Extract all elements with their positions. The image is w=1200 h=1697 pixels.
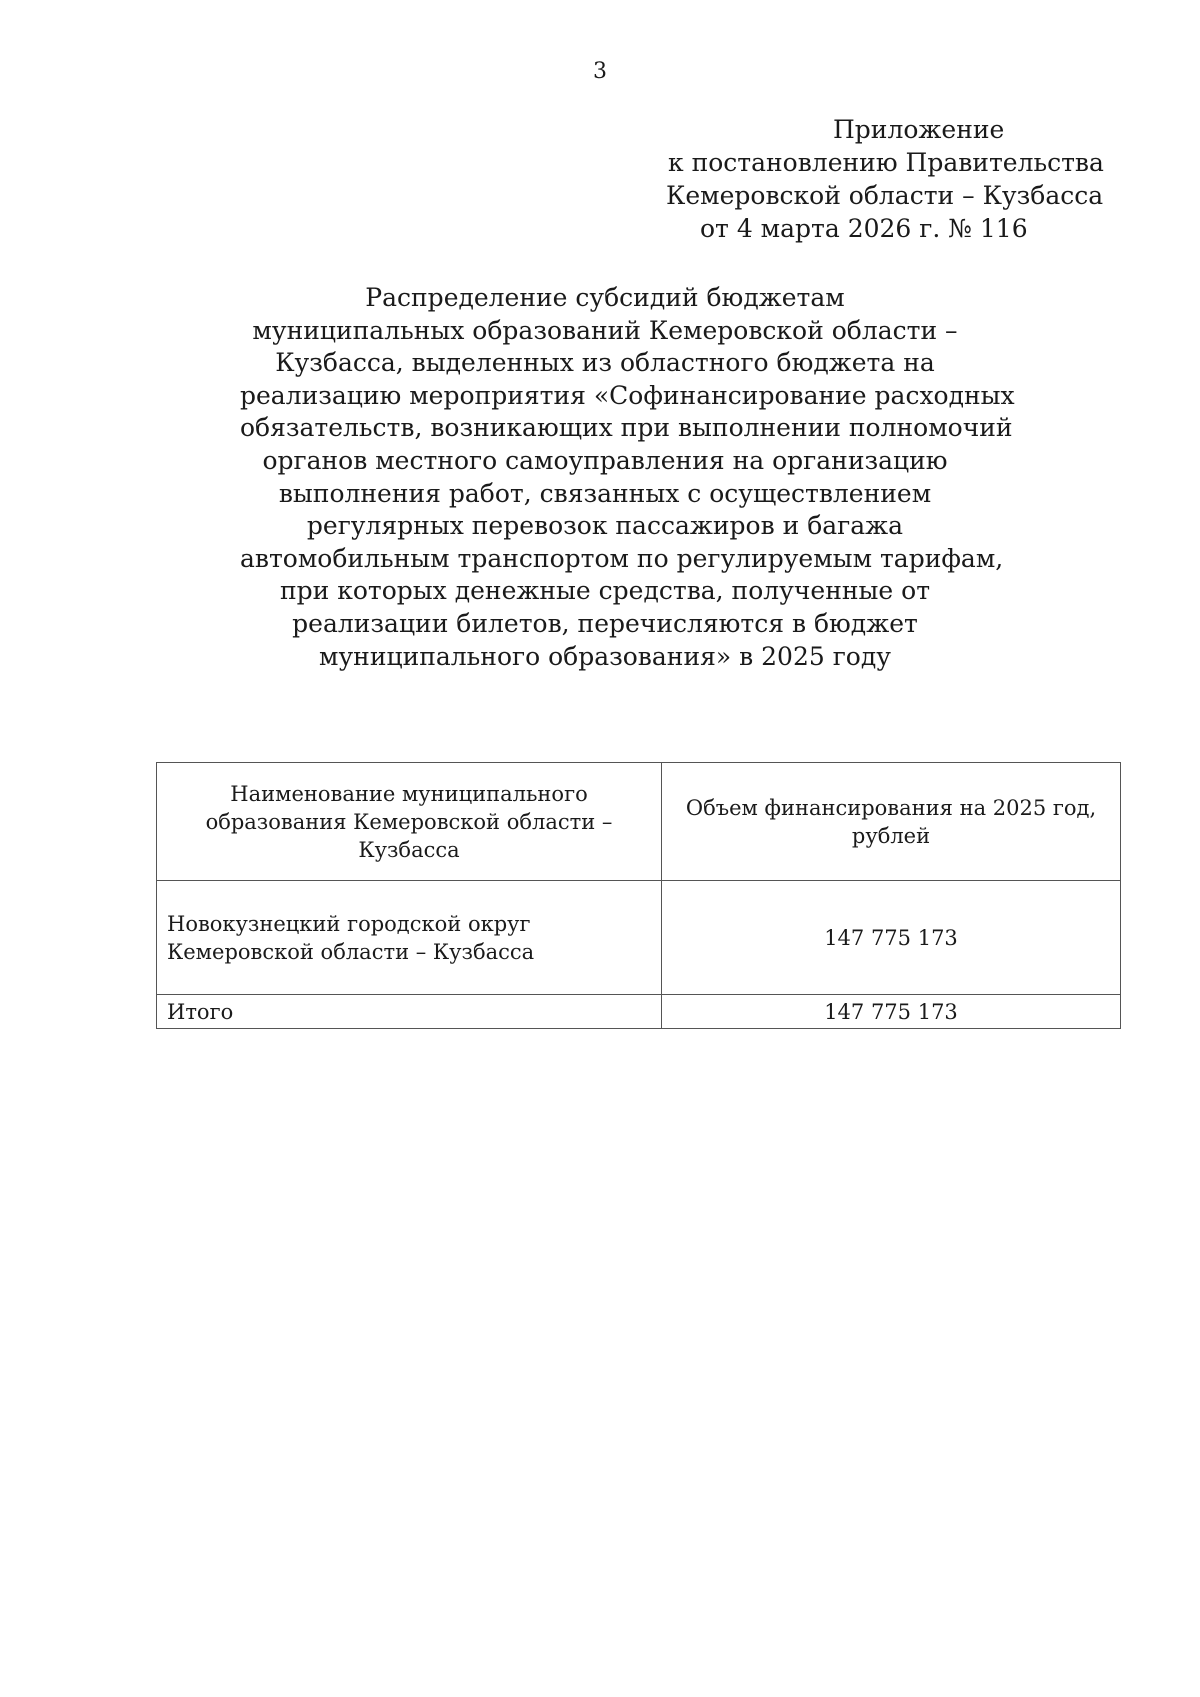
header-funding: Объем финансирования на 2025 год, рублей bbox=[662, 763, 1121, 881]
title-line: муниципального образования» в 2025 году bbox=[319, 641, 891, 671]
title-line: выполнения работ, связанных с осуществлением bbox=[278, 478, 932, 508]
annex-label: Приложение bbox=[833, 115, 1005, 144]
title-line: регулярных перевозок пассажиров и багажа bbox=[306, 511, 904, 541]
table-total-row bbox=[157, 995, 1121, 1029]
title-line: реализации билетов, перечисляются в бюджет bbox=[292, 608, 918, 638]
title-line: Кузбасса, выделенных из областного бюджета на bbox=[275, 348, 935, 378]
total-amount: 147 775 173 bbox=[662, 995, 1121, 1029]
title-line: муниципальных образований Кемеровской области – bbox=[252, 315, 958, 345]
document-title bbox=[240, 282, 1015, 673]
subsidy-table-container bbox=[156, 762, 1120, 1029]
table-row bbox=[157, 881, 1121, 995]
title-line: реализацию мероприятия «Софинансирование расходных bbox=[240, 380, 1015, 410]
annex-date-number: от 4 марта 2026 г. № 116 bbox=[700, 214, 1028, 243]
cell-funding-amount: 147 775 173 bbox=[662, 881, 1121, 995]
page-number: 3 bbox=[593, 59, 607, 84]
title-line: обязательств, возникающих при выполнении полномочий bbox=[240, 413, 1013, 443]
total-label: Итого bbox=[157, 995, 662, 1029]
title-line: автомобильным транспортом по регулируемым тарифам, bbox=[240, 543, 1004, 573]
annex-region-line: Кемеровской области – Кузбасса bbox=[666, 181, 1104, 210]
annex-header bbox=[660, 113, 1120, 245]
title-line: органов местного самоуправления на организацию bbox=[262, 445, 948, 475]
annex-decree-line: к постановлению Правительства bbox=[668, 148, 1104, 177]
subsidy-table bbox=[156, 762, 1121, 1029]
cell-municipality-name: Новокузнецкий городской округ Кемеровской области – Кузбасса bbox=[157, 881, 662, 995]
title-line: Распределение субсидий бюджетам bbox=[365, 283, 845, 312]
title-line: при которых денежные средства, полученные от bbox=[279, 576, 931, 606]
table-header-row bbox=[157, 763, 1121, 881]
header-municipality: Наименование муниципального образования Кемеровской области – Кузбасса bbox=[157, 763, 662, 881]
